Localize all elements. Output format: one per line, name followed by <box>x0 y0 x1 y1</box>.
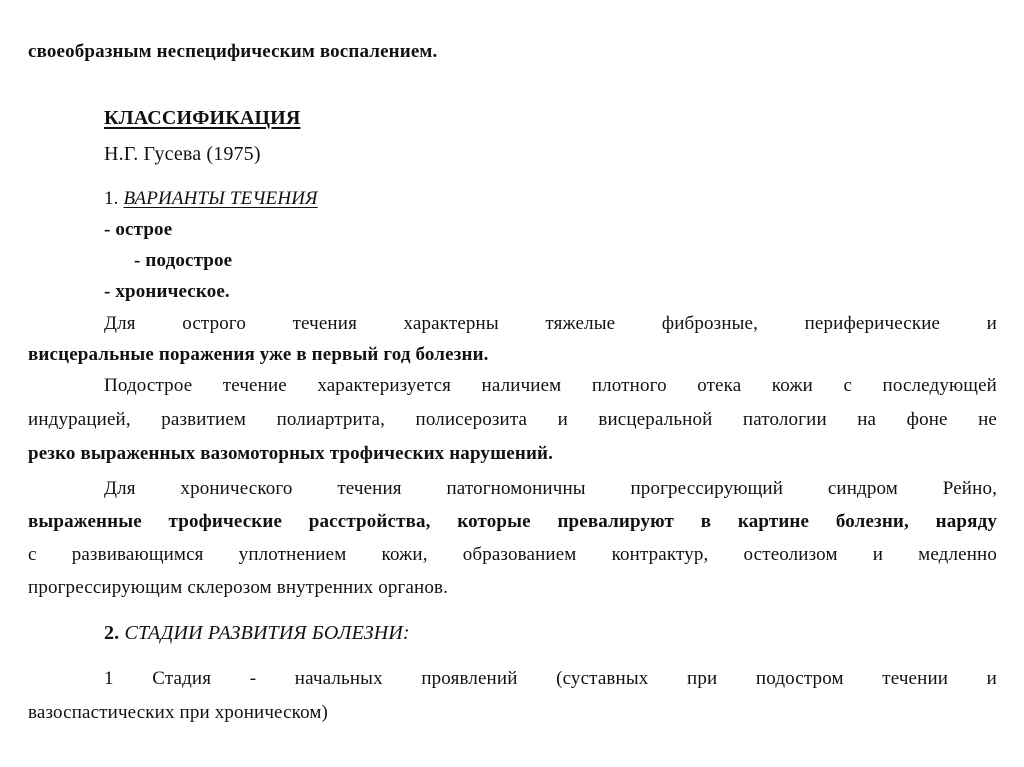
section1-item-chronic: - хроническое. <box>104 281 230 302</box>
paragraph-acute-line1: Для острого течения характерны тяжелые фиброзные, периферические и <box>104 313 997 334</box>
section1-item-subacute: - подострое <box>134 250 233 271</box>
section2-title: СТАДИИ РАЗВИТИЯ БОЛЕЗНИ: <box>124 622 410 644</box>
paragraph-chronic-line1: Для хронического течения патогномоничны прогрессирующий синдром Рейно, <box>104 478 997 499</box>
paragraph-chronic-line2: выраженные трофические расстройства, которые превалируют в картине болезни, наряду <box>28 511 997 532</box>
section1-title: ВАРИАНТЫ ТЕЧЕНИЯ <box>123 188 318 209</box>
section2-heading <box>104 621 410 645</box>
section1-heading <box>104 187 318 211</box>
author-line: Н.Г. Гусева (1975) <box>104 143 261 165</box>
stage1-line1: 1 Стадия - начальных проявлений (суставных при подостром течении и <box>104 668 997 689</box>
paragraph-subacute-line2: индурацией, развитием полиартрита, полисерозита и висцеральной патологии на фоне не <box>28 409 997 430</box>
section1-number: 1. <box>104 188 119 209</box>
paragraph-subacute-line3: резко выраженных вазомоторных трофических нарушений. <box>28 443 554 464</box>
paragraph-subacute-line1: Подострое течение характеризуется наличием плотного отека кожи с последующей <box>104 375 997 396</box>
paragraph-chronic-line3: с развивающимся уплотнением кожи, образованием контрактур, остеолизом и медленно <box>28 544 997 565</box>
section1-item-acute: - острое <box>104 219 173 240</box>
intro-line: своеобразным неспецифическим воспалением. <box>28 41 438 62</box>
stage1-line2: вазоспастических при хроническом) <box>28 702 329 723</box>
classification-title: КЛАССИФИКАЦИЯ <box>104 107 301 129</box>
paragraph-acute-line2: висцеральные поражения уже в первый год болезни. <box>28 344 489 365</box>
paragraph-chronic-line4: прогрессирующим склерозом внутренних органов. <box>28 577 449 598</box>
section2-number: 2. <box>104 622 120 644</box>
